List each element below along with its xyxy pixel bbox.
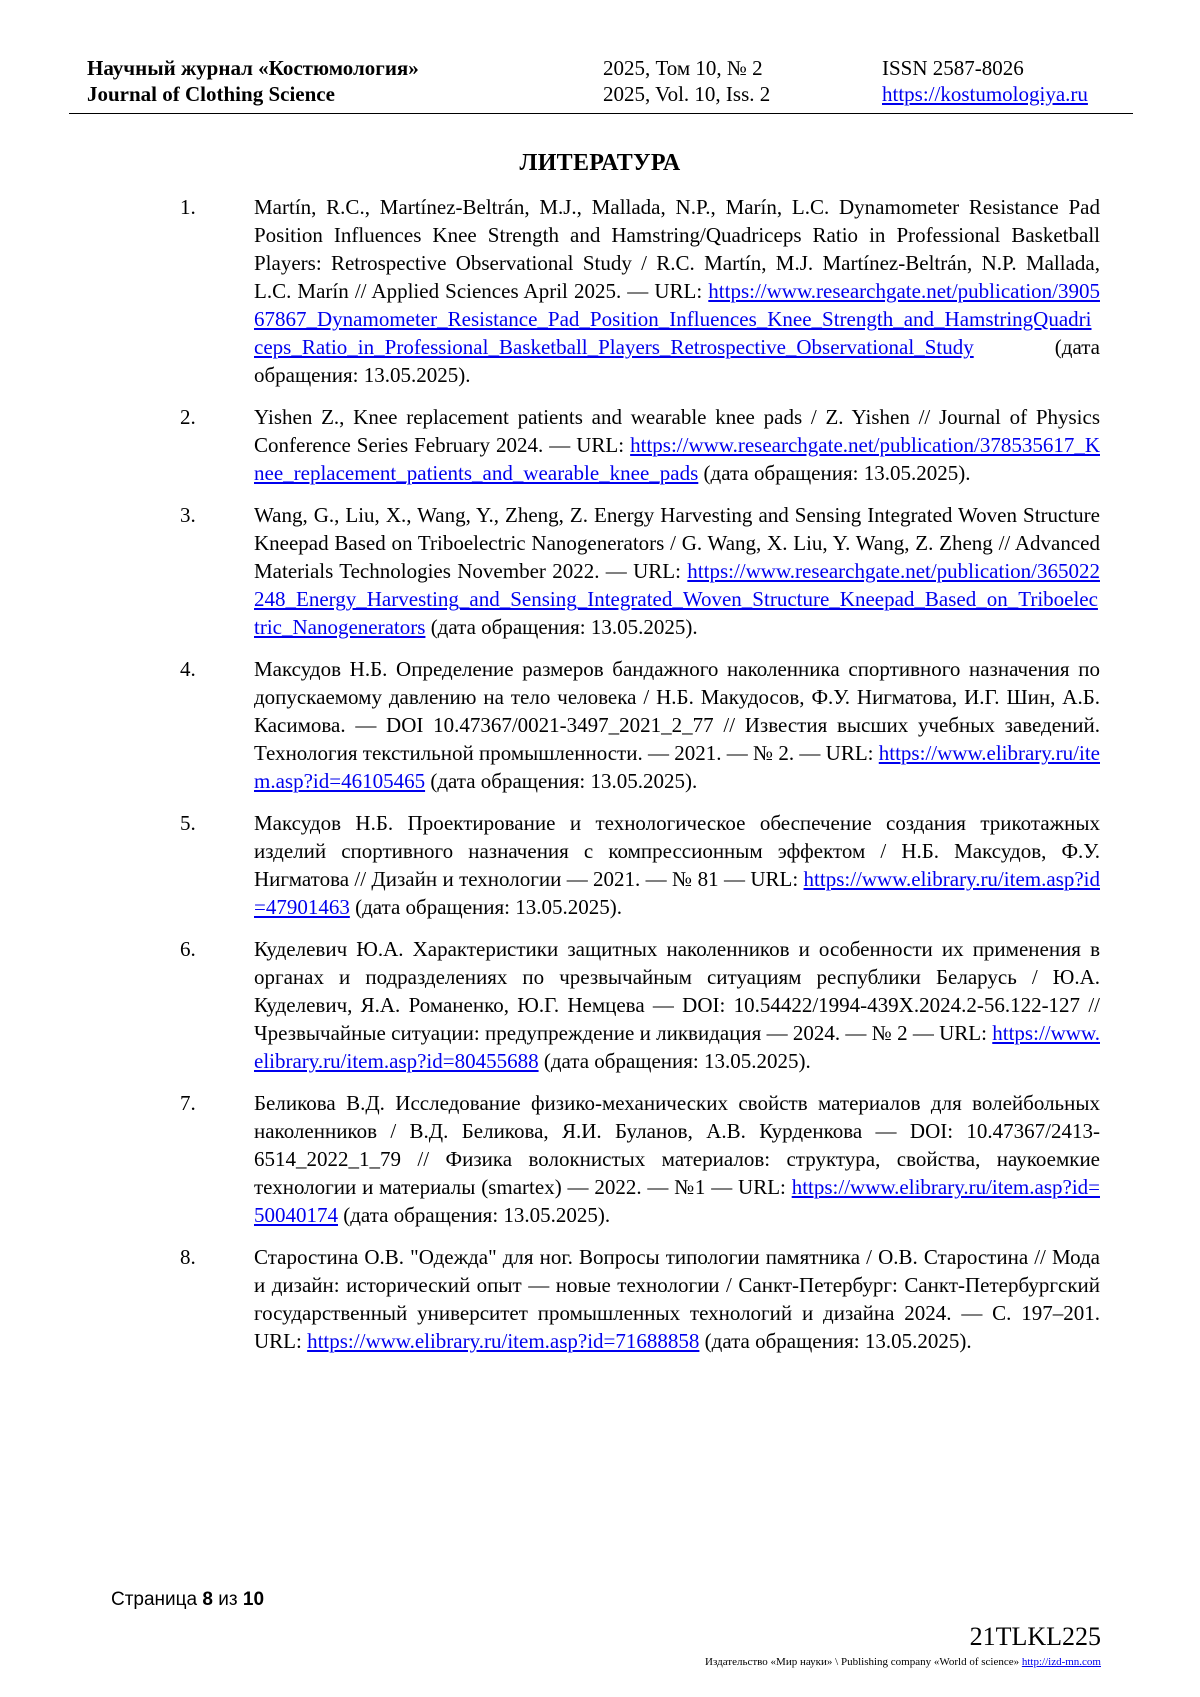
reference-access-date: (дата обращения: 13.05.2025). bbox=[538, 1049, 811, 1073]
reference-number: 7. bbox=[180, 1091, 196, 1115]
page-counter bbox=[111, 1589, 264, 1611]
article-code: 21TLKL225 bbox=[969, 1622, 1101, 1651]
header-row-en bbox=[87, 81, 1122, 107]
reference-text: Yishen Z., Knee replacement patients and wearable knee pads / Z. Yishen // Journal of Physics Conference Series February 2024. — URL: bbox=[254, 405, 1100, 457]
reference-link[interactable]: https://www.elibrary.ru/item.asp?id=71688858 bbox=[307, 1329, 700, 1353]
reference-link[interactable]: https://www.elibrary.ru/item.asp?id=80455688 bbox=[254, 1021, 1100, 1073]
journal-header bbox=[87, 55, 1122, 107]
reference-text: Martín, R.C., Martínez-Beltrán, M.J., Mallada, N.P., Marín, L.C. Dynamometer Resistance Pad Position Influences Knee Strength and Hamstring/Quadriceps Ratio in Professional Basketball Players: Retrospective Observational Study / R.C. Martín, M.J. Martínez-Beltrán, N.P. Mallada, L.C. Marín // Applied Sciences April 2025. — URL: bbox=[254, 195, 1100, 303]
reference-text: Старостина О.В. "Одежда" для ног. Вопросы типологии памятника / О.В. Старостина // Мода и дизайн: исторический опыт — новые технологии / Санкт-Петербург: Санкт-Петербургский государственный университет промышленных технологий и дизайна 2024. — С. 197–201. URL: bbox=[254, 1245, 1100, 1353]
reference-link[interactable]: https://www.researchgate.net/publication/390567867_Dynamometer_Resistance_Pad_Position_Influences_Knee_Strength_and_HamstringQuadriceps_Ratio_in_Professional_Basketball_Players_Retrospective_Observational_Study bbox=[254, 279, 1100, 359]
reference-number: 1. bbox=[180, 195, 196, 219]
reference-number: 6. bbox=[180, 937, 196, 961]
reference-item bbox=[180, 403, 1100, 487]
reference-access-date: (дата обращения: 13.05.2025). bbox=[338, 1203, 611, 1227]
reference-link[interactable]: https://www.elibrary.ru/item.asp?id=46105465 bbox=[254, 741, 1100, 793]
reference-text: Беликова В.Д. Исследование физико-механических свойств материалов для волейбольных наколенников / В.Д. Беликова, Я.И. Буланов, А.В. Курденкова — DOI: 10.47367/2413-6514_2022_1_79 // Физика волокнистых материалов: структура, свойства, наукоемкие технологии и материалы (smartex) — 2022. — №1 — URL: bbox=[254, 1091, 1100, 1199]
reference-access-date: (дата обращения: 13.05.2025). bbox=[254, 335, 1100, 387]
reference-link[interactable]: https://www.elibrary.ru/item.asp?id=47901463 bbox=[254, 867, 1100, 919]
reference-number: 2. bbox=[180, 405, 196, 429]
reference-number: 3. bbox=[180, 503, 196, 527]
journal-title-en: Journal of Clothing Science bbox=[87, 82, 335, 106]
reference-number: 5. bbox=[180, 811, 196, 835]
reference-text: Wang, G., Liu, X., Wang, Y., Zheng, Z. Energy Harvesting and Sensing Integrated Woven Structure Kneepad Based on Triboelectric Nanogenerators / G. Wang, X. Liu, Y. Wang, Z. Zheng // Advanced Materials Technologies November 2022. — URL: bbox=[254, 503, 1100, 583]
journal-site-link[interactable]: https://kostumologiya.ru bbox=[882, 82, 1088, 106]
reference-access-date: (дата обращения: 13.05.2025). bbox=[699, 1329, 972, 1353]
issue-info-ru: 2025, Том 10, № 2 bbox=[603, 56, 763, 80]
reference-link[interactable]: https://www.researchgate.net/publication/378535617_Knee_replacement_patients_and_wearable_knee_pads bbox=[254, 433, 1100, 485]
page-of: из bbox=[218, 1589, 238, 1610]
reference-item bbox=[180, 935, 1100, 1075]
page-word: Страница bbox=[111, 1589, 198, 1610]
issue-info-en: 2025, Vol. 10, Iss. 2 bbox=[603, 82, 771, 106]
journal-title-ru: Научный журнал «Костюмология» bbox=[87, 56, 419, 80]
publisher-text: Издательство «Мир науки» \ Publishing company «World of science» bbox=[705, 1656, 1022, 1668]
reference-number: 8. bbox=[180, 1245, 196, 1269]
section-title: ЛИТЕРАТУРА bbox=[519, 150, 681, 176]
reference-item bbox=[180, 193, 1100, 389]
reference-access-date: (дата обращения: 13.05.2025). bbox=[425, 615, 698, 639]
reference-access-date: (дата обращения: 13.05.2025). bbox=[425, 769, 698, 793]
reference-link[interactable]: https://www.researchgate.net/publication/365022248_Energy_Harvesting_and_Sensing_Integrated_Woven_Structure_Kneepad_Based_on_Triboelectric_Nanogenerators bbox=[254, 559, 1100, 639]
publisher-link[interactable]: http://izd-mn.com bbox=[1021, 1656, 1101, 1668]
reference-item bbox=[180, 809, 1100, 921]
page-current: 8 bbox=[202, 1589, 213, 1610]
reference-item bbox=[180, 655, 1100, 795]
publisher-line bbox=[705, 1656, 1101, 1668]
reference-access-date: (дата обращения: 13.05.2025). bbox=[349, 895, 623, 919]
page-total: 10 bbox=[242, 1589, 265, 1610]
reference-text: Максудов Н.Б. Определение размеров бандажного наколенника спортивного назначения по допускаемому давлению на тело человека / Н.Б. Макудосов, Ф.У. Нигматова, И.Г. Шин, А.Б. Касимова. — DOI 10.47367/0021-3497_2021_2_77 // Известия высших учебных заведений. Технология текстильной промышленности. — 2021. — № 2. — URL: bbox=[254, 657, 1100, 765]
reference-access-date: (дата обращения: 13.05.2025). bbox=[698, 461, 971, 485]
reference-item bbox=[180, 1089, 1100, 1229]
header-divider bbox=[69, 113, 1133, 114]
header-row-ru bbox=[87, 55, 1122, 81]
reference-text: Куделевич Ю.А. Характеристики защитных наколенников и особенности их применения в органах и подразделениях по чрезвычайным ситуациям республики Беларусь / Ю.А. Куделевич, Я.А. Романенко, Ю.Г. Немцева — DOI: 10.54422/1994-439X.2024.2-56.122-127 // Чрезвычайные ситуации: предупреждение и ликвидация — 2024. — № 2 — URL: bbox=[254, 937, 1100, 1045]
reference-number: 4. bbox=[180, 657, 196, 681]
reference-link[interactable]: https://www.elibrary.ru/item.asp?id=50040174 bbox=[254, 1175, 1100, 1227]
issn: ISSN 2587-8026 bbox=[882, 56, 1024, 80]
reference-item bbox=[180, 501, 1100, 641]
reference-item bbox=[180, 1243, 1100, 1355]
reference-text: Максудов Н.Б. Проектирование и технологическое обеспечение создания трикотажных изделий спортивного назначения с компрессионным эффектом / Н.Б. Максудов, Ф.У. Нигматова // Дизайн и технологии — 2021. — № 81 — URL: bbox=[254, 811, 1100, 891]
reference-list bbox=[180, 193, 1100, 1369]
